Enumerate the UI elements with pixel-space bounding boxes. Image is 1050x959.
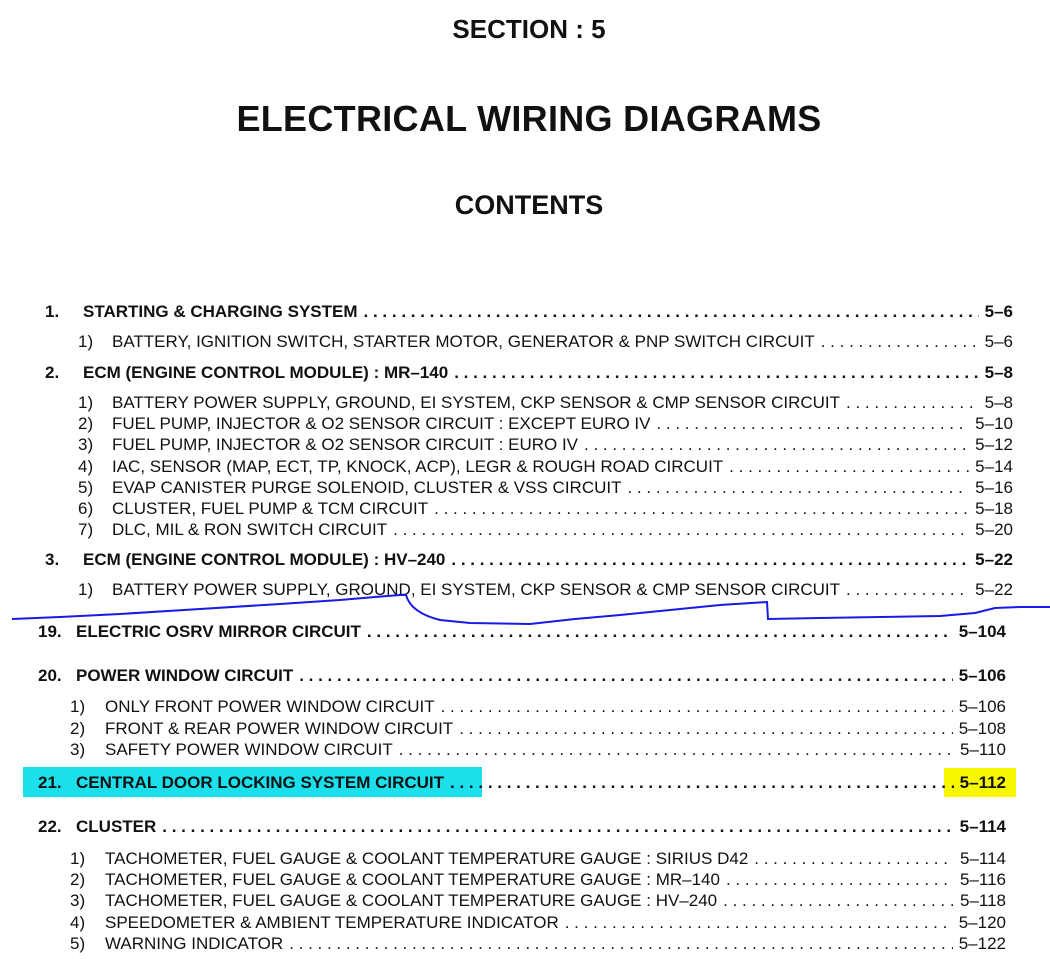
item-title: WARNING INDICATOR (105, 934, 284, 953)
item-title: BATTERY POWER SUPPLY, GROUND, EI SYSTEM, CKP SENSOR & CMP SENSOR CIRCUIT (112, 393, 841, 412)
item-title: DLC, MIL & RON SWITCH CIRCUIT (112, 520, 388, 539)
page-number: 5–8 (984, 393, 1013, 412)
page-number: 5–16 (975, 478, 1013, 497)
page-number: 5–106 (958, 666, 1006, 685)
contents-heading: CONTENTS (454, 190, 604, 220)
page-number: 5–6 (984, 302, 1013, 321)
item-number: 3) (70, 740, 86, 759)
toc-item[interactable] (70, 740, 1006, 760)
section-number: 21. (38, 773, 62, 792)
section-number: 20. (38, 666, 62, 685)
item-title: FUEL PUMP, INJECTOR & O2 SENSOR CIRCUIT : EURO IV (112, 435, 579, 454)
item-title: TACHOMETER, FUEL GAUGE & COOLANT TEMPERATURE GAUGE : MR–140 (105, 870, 720, 889)
page-number: 5–122 (958, 934, 1006, 953)
item-number: 2) (70, 870, 86, 889)
page-number: 5–114 (959, 849, 1006, 868)
item-number: 5) (70, 934, 86, 953)
item-title: BATTERY POWER SUPPLY, GROUND, EI SYSTEM, CKP SENSOR & CMP SENSOR CIRCUIT (112, 580, 841, 599)
item-number: 2) (78, 414, 94, 433)
dot-leader (289, 934, 953, 954)
item-title: EVAP CANISTER PURGE SOLENOID, CLUSTER & VSS CIRCUIT (112, 478, 622, 497)
dot-leader (367, 622, 953, 642)
page-number: 5–12 (975, 435, 1013, 454)
toc-item[interactable] (70, 891, 1006, 911)
page-number: 5–120 (958, 913, 1006, 932)
dot-leader (450, 773, 954, 793)
item-number: 1) (78, 580, 94, 599)
item-number: 1) (78, 332, 94, 351)
page-number: 5–18 (975, 499, 1013, 518)
dot-leader (723, 891, 954, 911)
dot-leader (459, 719, 953, 739)
page-number: 5–22 (975, 550, 1013, 569)
section-number: 3. (45, 550, 60, 569)
toc-item[interactable] (70, 913, 1006, 933)
section-title: POWER WINDOW CIRCUIT (76, 666, 294, 685)
item-number: 1) (78, 393, 94, 412)
toc-item[interactable] (70, 719, 1006, 739)
dot-leader (399, 740, 954, 760)
item-number: 1) (70, 697, 86, 716)
page-number: 5–110 (959, 740, 1006, 759)
toc-section-21[interactable] (38, 773, 1006, 793)
item-title: TACHOMETER, FUEL GAUGE & COOLANT TEMPERATURE GAUGE : SIRIUS D42 (105, 849, 749, 868)
item-number: 4) (78, 457, 94, 476)
toc-item[interactable] (70, 849, 1006, 869)
page-number: 5–14 (975, 457, 1013, 476)
section-title: CENTRAL DOOR LOCKING SYSTEM CIRCUIT (76, 773, 445, 792)
section-number: 22. (38, 817, 62, 836)
dot-leader (162, 817, 953, 837)
item-title: FRONT & REAR POWER WINDOW CIRCUIT (105, 719, 454, 738)
toc-section-19[interactable] (38, 622, 1006, 642)
toc-section-20[interactable] (38, 666, 1006, 686)
item-number: 4) (70, 913, 86, 932)
page-number: 5–22 (975, 580, 1013, 599)
dot-leader (565, 913, 953, 933)
page-number: 5–112 (959, 773, 1006, 792)
section-number: 2. (45, 363, 60, 382)
page-number: 5–118 (959, 891, 1006, 910)
page-number: 5–106 (958, 697, 1006, 716)
page-number: 5–8 (984, 363, 1013, 382)
page-number: 5–108 (958, 719, 1006, 738)
section-title: STARTING & CHARGING SYSTEM (83, 302, 358, 321)
item-title: IAC, SENSOR (MAP, ECT, TP, KNOCK, ACP), LEGR & ROUGH ROAD CIRCUIT (112, 457, 724, 476)
dot-leader (754, 849, 954, 869)
section-title: ELECTRIC OSRV MIRROR CIRCUIT (76, 622, 361, 641)
dot-leader (299, 666, 953, 686)
section-number: 19. (38, 622, 62, 641)
toc-item[interactable] (70, 870, 1006, 890)
page-number: 5–104 (958, 622, 1006, 641)
item-title: SPEEDOMETER & AMBIENT TEMPERATURE INDICATOR (105, 913, 559, 932)
item-title: ONLY FRONT POWER WINDOW CIRCUIT (105, 697, 435, 716)
item-title: TACHOMETER, FUEL GAUGE & COOLANT TEMPERATURE GAUGE : HV–240 (105, 891, 718, 910)
toc-section-22[interactable] (38, 817, 1006, 837)
section-number: 1. (45, 302, 60, 321)
item-title: BATTERY, IGNITION SWITCH, STARTER MOTOR, GENERATOR & PNP SWITCH CIRCUIT (112, 332, 815, 351)
item-number: 3) (78, 435, 94, 454)
item-number: 7) (78, 520, 94, 539)
section-title: ECM (ENGINE CONTROL MODULE) : HV–240 (83, 550, 446, 569)
item-number: 5) (78, 478, 94, 497)
item-title: SAFETY POWER WINDOW CIRCUIT (105, 740, 393, 759)
page-number: 5–114 (959, 817, 1006, 836)
page-number: 5–10 (975, 414, 1013, 433)
dot-leader (441, 697, 953, 717)
document-title: ELECTRICAL WIRING DIAGRAMS (236, 98, 822, 139)
page-number: 5–116 (959, 870, 1006, 889)
section-title: ECM (ENGINE CONTROL MODULE) : MR–140 (83, 363, 449, 382)
item-title: CLUSTER, FUEL PUMP & TCM CIRCUIT (112, 499, 429, 518)
item-number: 2) (70, 719, 86, 738)
item-number: 1) (70, 849, 86, 868)
item-title: FUEL PUMP, INJECTOR & O2 SENSOR CIRCUIT : EXCEPT EURO IV (112, 414, 651, 433)
page-number: 5–6 (984, 332, 1013, 351)
item-number: 3) (70, 891, 86, 910)
dot-leader (726, 870, 954, 890)
page-number: 5–20 (975, 520, 1013, 539)
item-number: 6) (78, 499, 94, 518)
section-heading: SECTION : 5 (452, 14, 606, 44)
toc-item[interactable] (70, 697, 1006, 717)
toc-item[interactable] (70, 934, 1006, 954)
section-title: CLUSTER (76, 817, 157, 836)
